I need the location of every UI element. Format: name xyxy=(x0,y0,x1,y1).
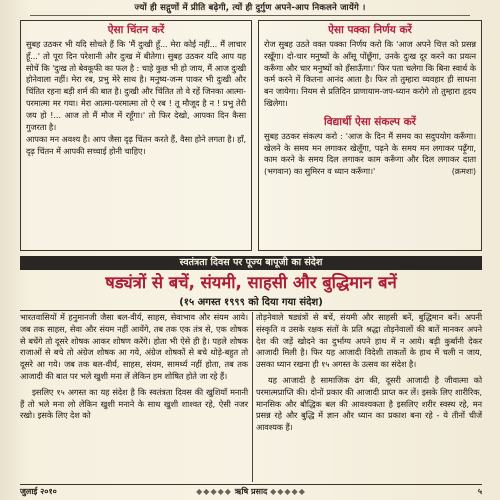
main-article-subtitle: (१५ अगस्त १९९९ को दिया गया संदेश) xyxy=(179,297,323,308)
column-divider xyxy=(252,312,253,482)
continued-marker: (क्रमशः) xyxy=(451,166,476,177)
footer-ornament-right-icon: ◆◆◆◆◆ xyxy=(270,487,306,496)
bottom-right-paragraph-1: तोड़नेवाले षड्यंत्रों से बचें, संयमी और साहसी बनें, बुद्धिमान बनें। अपनी संस्कृति व उसके रक्षक संतों के प्रति श्रद्धा तोड़नेवालों की बातें मानकर अपने देश की जड़ें खोदने का दुर्भाग्य अपने हाथ में न आये। बड़ी कुर्बानी देकर आजादी मिली है। फिर यह आजादी विदेशी ताकतों के हाथ में चली न जाय, उसका ध्यान रखना ही १५ अगस्त के उत्सव का संदेश है। xyxy=(256,312,482,370)
left-article-box xyxy=(20,20,252,251)
bottom-right-column xyxy=(256,312,482,434)
footer-page-number: ५ xyxy=(477,487,482,496)
left-article-column xyxy=(20,20,252,251)
right-article-column xyxy=(258,20,482,251)
right-article-paragraph-2 xyxy=(264,131,476,178)
right-article-heading-2: विद्यार्थी ऐसा संकल्प करें xyxy=(324,115,416,128)
footer-magazine-name xyxy=(20,485,482,499)
right-article-paragraph-1: रोज सुबह उठते वक्त पक्का निर्णय करो कि 'आज अपने चित्त को प्रसन्न रखूँगा। दो-चार मनुष्यों के आँसू पोंछूँगा, उनके दुःख दूर करने का प्रयत्न करूँगा और चार मनुष्यों को हँसाऊँगा।' फिर पता चलेगा कि बिना स्वार्थ के कर्म करने में कितना आनंद आता है। फिर तो तुम्हारा व्यवहार ही साधना बन जायेगा। नियम से प्रतिदिन प्राणायाम-जप-ध्यान करोगे तो तुम्हारा हृदय खिलेगा। xyxy=(264,39,476,108)
bottom-left-paragraph-1: भारतवासियों में हनुमानजी जैसा बल-वीर्य, साहस, सेवाभाव और संयम आये। जब तक साहस, सेवा और संयम नहीं आयेंगे, तब तक एक तंत्र से, एक शोषक से बचेंगे तो दूसरे शोषक आकर शोषण करेंगे। होता भी ऐसे ही है। पहले शोषक राजाओं से बचे तो अंग्रेज शोषक आ गये, अंग्रेज शोषकों से बचे थोड़े-बहुत तो दूसरे आ गये। जब तक बल-वीर्य, साहस, संयम, सामर्थ्य नहीं होता, तब तक आजादी की बात पर भले खुशी मना लें लेकिन हम शोषित होते जा रहे हैं। xyxy=(20,312,248,381)
footer-ornament-left-icon: ◆◆◆◆◆ xyxy=(196,487,232,496)
title-divider xyxy=(20,310,482,311)
footer-magazine-title: ऋषि प्रसाद xyxy=(234,487,268,496)
right-article-heading-1: ऐसा पक्का निर्णय करें xyxy=(328,24,412,36)
right-article-box xyxy=(258,20,482,251)
left-article-paragraph-2: आपका मन अवश्य है। आप जैसा दृढ़ चिंतन करते हैं, वैसा होने लगता है। हाँ, दृढ़ चिंतन में आपकी सच्चाई होनी चाहिए। xyxy=(26,134,246,157)
bottom-right-paragraph-2: यह आजादी है सामाजिक ढंग की, दूसरी आजादी है जीवात्मा को परमात्मप्राप्ति की। दोनों प्रकार की आजादी प्राप्त कर लें। इसके लिए शारीरिक, मानसिक और बौद्धिक बल की आवश्यकता है इसलिए शरीर स्वस्थ रहे, मन प्रसन्न रहे और बुद्धि में ज्ञान और ध्यान का प्रकाश बना रहे - ये तीनों चीजें आवश्यक हैं। xyxy=(256,374,482,433)
student-resolution-section xyxy=(264,116,476,178)
main-article-title: षड्यंत्रों से बचें, संयमी, साहसी और बुद्धिमान बनें xyxy=(105,273,397,292)
bottom-left-column xyxy=(20,312,248,422)
left-article-paragraph-1: सुबह उठकर भी यदि सोचते हैं कि 'मैं दुःखी हूँ... मेरा कोई नहीं... मैं लाचार हूँ...' तो पूरा दिन परेशानी और दुःख में बीतेगा। सुबह उठकर यदि आप यह सोचें कि 'दुःख तो बेवकूफी का फल है : चाहे कुछ भी हो जाय, मैं आज दुःखी होनेवाला नहीं। मेरा रब, प्रभु मेरे साथ है। मनुष्य-जन्म पाकर भी दुःखी और चिंतित रहना बड़ी शर्म की बात है। दुःखी और चिंतित तो वे रहें जिनका आत्मा-परमात्मा मर गया। मेरा आत्मा-परमात्मा तो ऐ रब ! तू मौजूद है न ! प्रभु तेरी जय हो !... आज तो मैं मौज में रहूँगा।' तो फिर देखो, आपका दिन कैसा गुजरता है। xyxy=(26,39,246,132)
page-footer xyxy=(20,484,482,499)
independence-day-banner: स्वतंत्रता दिवस पर पूज्य बापूजी का संदेश xyxy=(20,256,482,270)
student-resolution-text: सुबह उठकर संकल्प करो : 'आज के दिन मैं समय का सदुपयोग करूँगा। खेलने के समय मन लगाकर खेलूँगा, पढ़ने के समय मन लगाकर पढ़ूँगा, काम करने के समय दिल लगाकर काम करूँगा और दिल लगाकर दाता (भगवान) का सुमिरन व ध्यान करूँगा।' xyxy=(264,130,476,177)
left-article-heading: ऐसा चिंतन करें xyxy=(107,24,165,36)
bottom-left-paragraph-2: इसलिए १५ अगस्त का यह संदेश है कि स्वतंत्रता दिवस की खुशियाँ मनानी हैं तो भले मना लो लेकिन खुशी मनाने के साथ खुशी शाश्वत रहे, ऐसी नजर रखो। इसके लिए देश को xyxy=(20,386,248,421)
top-quote-banner: ज्यों ही सद्गुणों में प्रीति बढ़ेगी, त्यों ही दुर्गुण अपने-आप निकलने जायेंगे । xyxy=(30,2,470,16)
footer-issue-date: जुलाई २०१० xyxy=(20,487,57,496)
